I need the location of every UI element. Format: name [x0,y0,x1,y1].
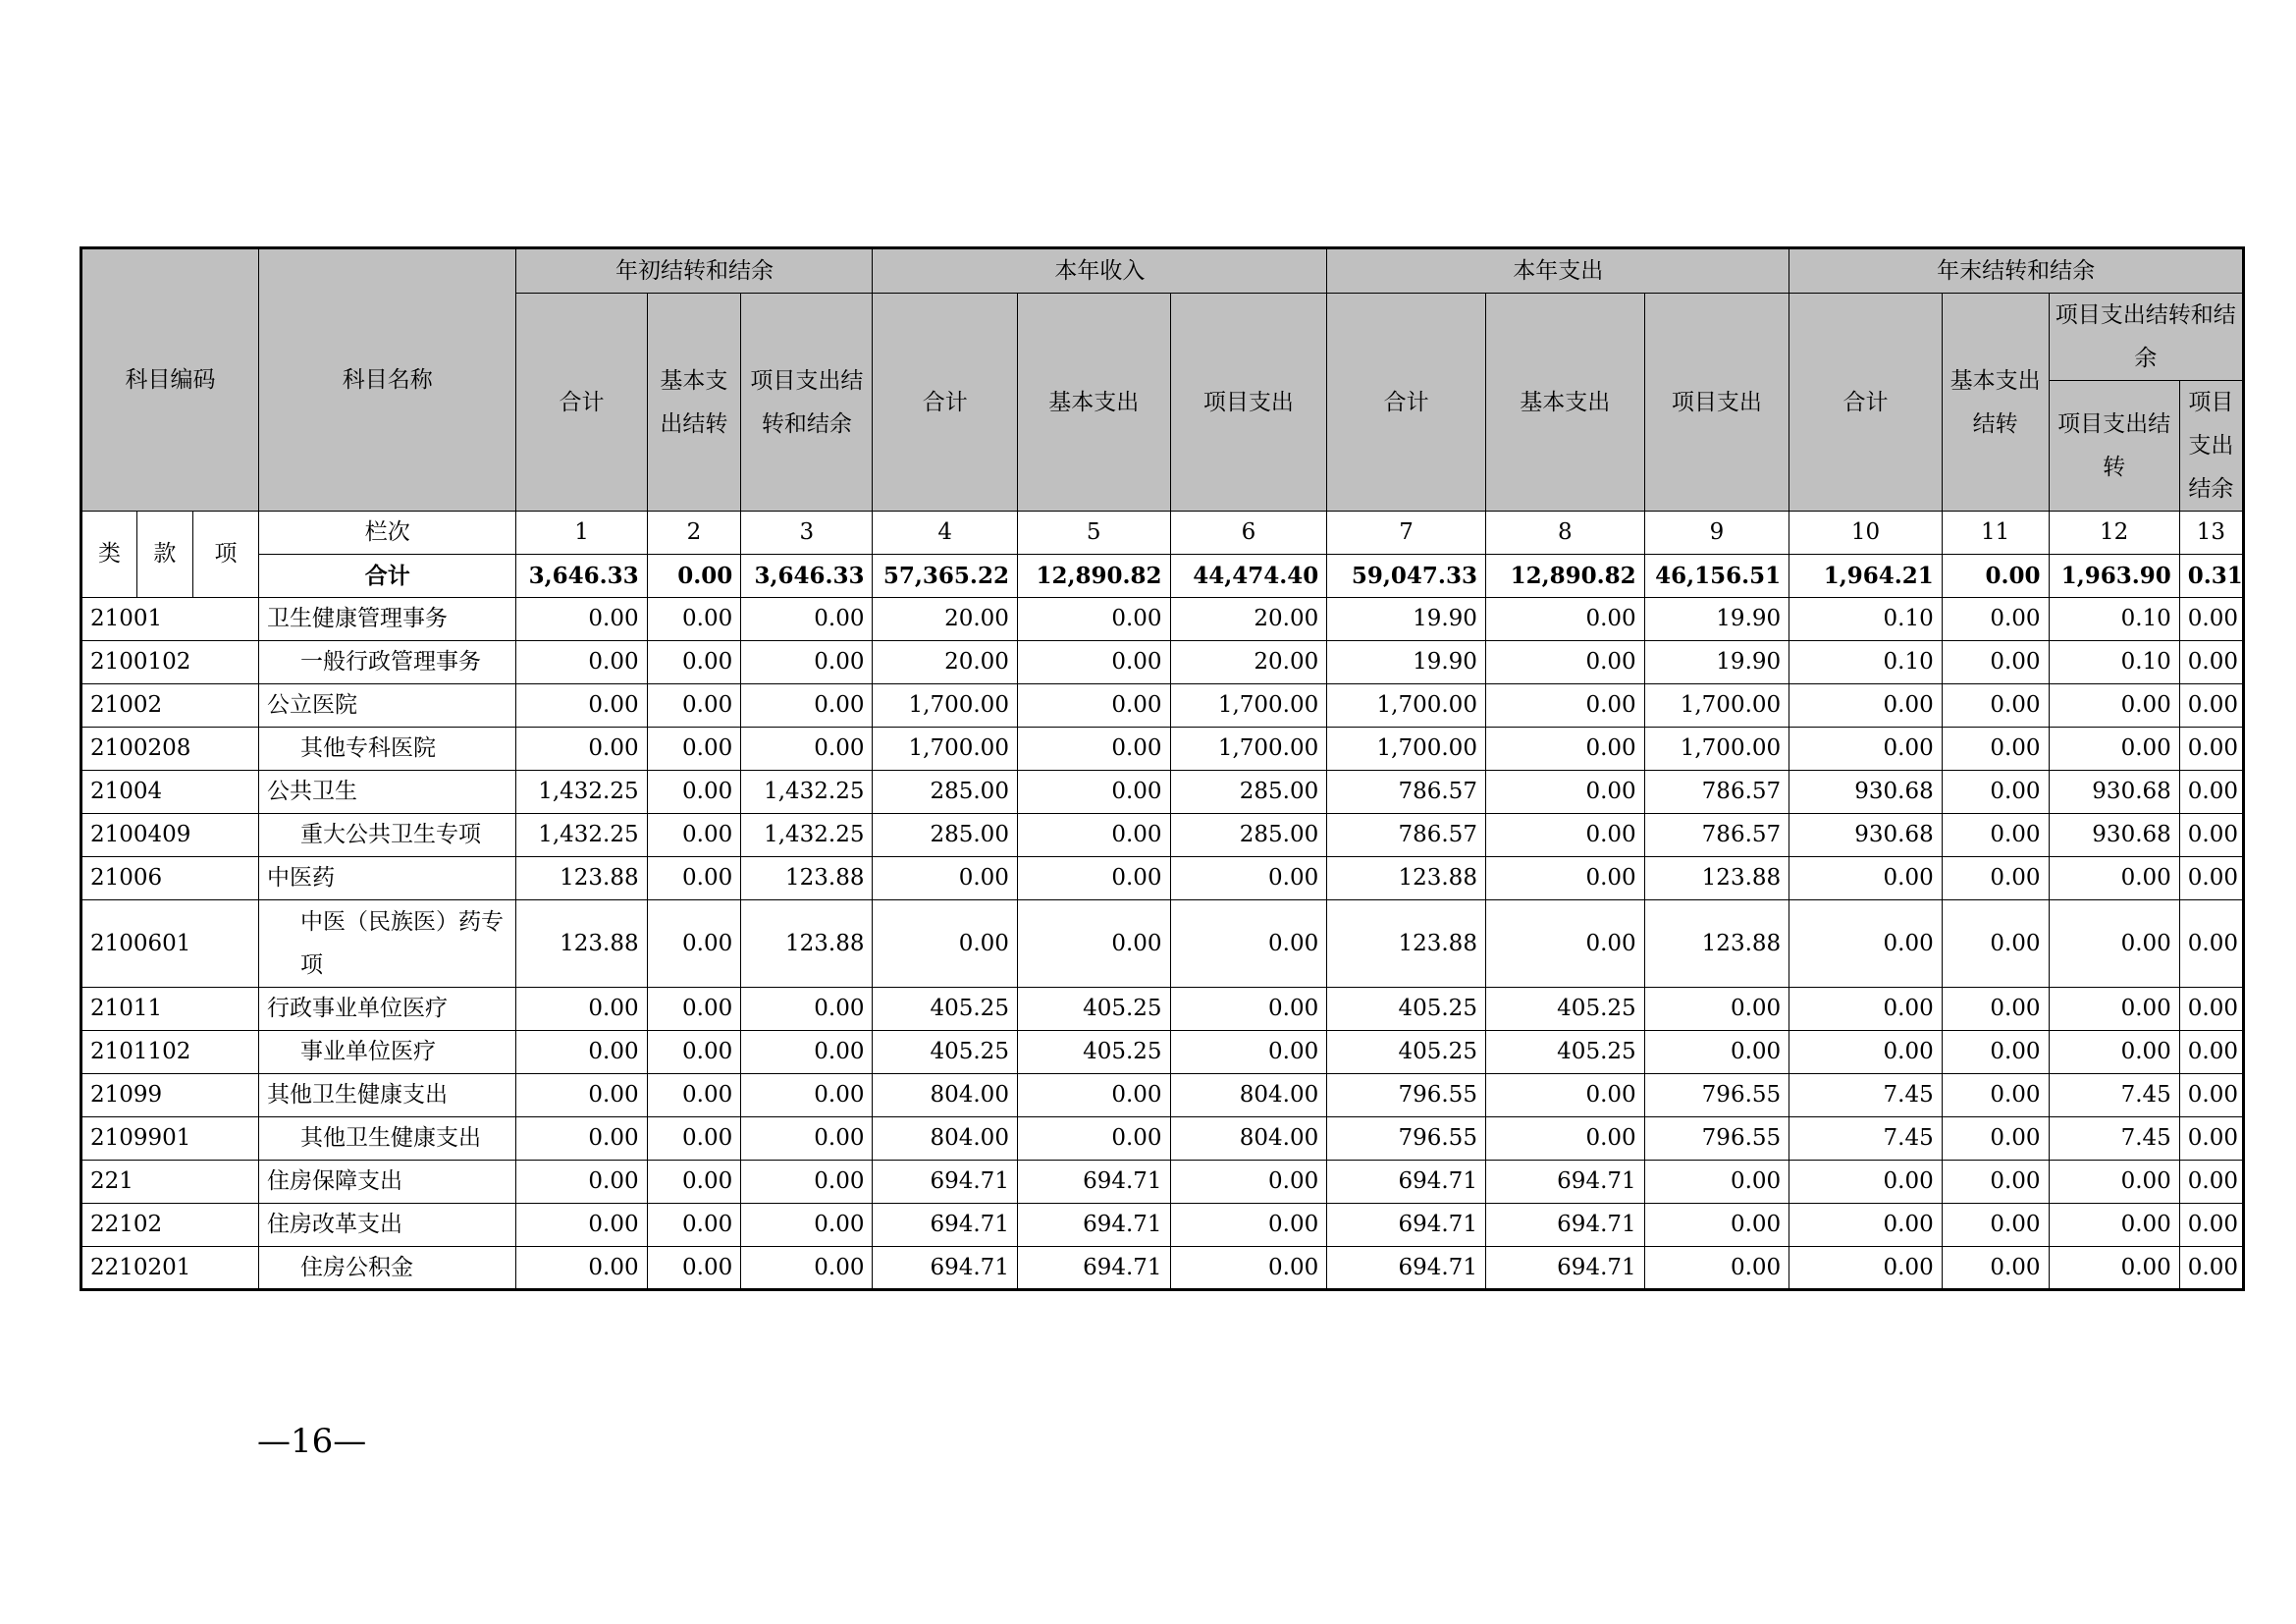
row-value: 1,432.25 [516,771,647,814]
row-value: 0.00 [647,900,741,988]
total-value: 0.31 [2179,555,2243,598]
header-cat-lei: 类 [81,512,137,598]
row-value: 0.00 [1942,684,2049,728]
row-value: 0.00 [1644,1161,1789,1204]
row-value: 0.00 [2179,900,2243,988]
row-code: 22102 [81,1204,259,1247]
row-value: 0.00 [1017,641,1170,684]
column-index: 6 [1170,512,1327,555]
row-value: 0.00 [2179,1204,2243,1247]
header-end-project-balance: 项目支出结余 [2179,381,2243,512]
row-value: 0.00 [1170,1204,1327,1247]
row-value: 0.00 [1485,857,1644,900]
row-value: 0.00 [873,857,1017,900]
row-value: 0.00 [516,641,647,684]
row-value: 0.00 [1789,1204,1943,1247]
row-value: 0.00 [2179,598,2243,641]
row-value: 0.00 [647,1204,741,1247]
row-code: 2210201 [81,1247,259,1290]
row-value: 1,700.00 [1327,728,1486,771]
row-value: 0.00 [2179,857,2243,900]
table-row [81,988,2244,1031]
row-value: 0.00 [1485,728,1644,771]
row-value: 0.00 [1644,988,1789,1031]
row-value: 0.00 [1485,598,1644,641]
total-value: 12,890.82 [1017,555,1170,598]
header-end-project-carry: 项目支出结转 [2049,381,2179,512]
column-index: 8 [1485,512,1644,555]
row-value: 796.55 [1327,1074,1486,1117]
row-name: 住房公积金 [259,1247,516,1290]
row-value: 0.00 [741,1161,873,1204]
row-value: 0.00 [1942,641,2049,684]
header-income-total: 合计 [873,294,1017,512]
table-row [81,900,2244,988]
table-row [81,857,2244,900]
row-value: 20.00 [1170,598,1327,641]
row-value: 405.25 [1485,1031,1644,1074]
row-value: 0.00 [1170,1161,1327,1204]
row-value: 0.00 [647,814,741,857]
row-value: 0.00 [2049,857,2179,900]
total-value: 57,365.22 [873,555,1017,598]
row-value: 0.00 [647,857,741,900]
header-cat-kuan: 款 [136,512,192,598]
row-value: 694.71 [873,1247,1017,1290]
row-value: 0.00 [1170,1031,1327,1074]
row-value: 1,700.00 [1644,684,1789,728]
row-value: 0.00 [647,641,741,684]
row-value: 0.00 [741,1031,873,1074]
row-value: 0.00 [741,1074,873,1117]
row-value: 19.90 [1327,598,1486,641]
row-value: 0.00 [1170,988,1327,1031]
row-name: 中医药 [259,857,516,900]
row-value: 796.55 [1327,1117,1486,1161]
row-value: 0.00 [1017,857,1170,900]
row-value: 0.00 [741,641,873,684]
row-value: 0.00 [1017,728,1170,771]
row-value: 405.25 [873,1031,1017,1074]
row-value: 0.00 [516,1117,647,1161]
row-name: 一般行政管理事务 [259,641,516,684]
column-index: 7 [1327,512,1486,555]
row-value: 694.71 [1327,1247,1486,1290]
row-value: 0.00 [647,1247,741,1290]
row-value: 0.00 [2179,1117,2243,1161]
header-cat-xiang: 项 [192,512,258,598]
row-value: 123.88 [1644,857,1789,900]
row-value: 0.00 [1942,771,2049,814]
row-code: 2100601 [81,900,259,988]
row-value: 0.00 [516,1074,647,1117]
row-value: 0.00 [647,1074,741,1117]
table-row [81,1074,2244,1117]
row-value: 0.00 [2179,1161,2243,1204]
row-value: 796.55 [1644,1117,1789,1161]
row-value: 0.00 [2179,1031,2243,1074]
header-begin-basic-carry: 基本支出结转 [647,294,741,512]
row-value: 786.57 [1644,771,1789,814]
page-number: —16— [257,1422,367,1461]
table-row [81,1247,2244,1290]
row-value: 0.00 [1789,684,1943,728]
header-group-expense: 本年支出 [1327,248,1789,294]
row-value: 1,700.00 [1170,728,1327,771]
row-value: 405.25 [1327,988,1486,1031]
total-value: 59,047.33 [1327,555,1486,598]
row-value: 0.00 [516,1031,647,1074]
row-value: 1,432.25 [741,814,873,857]
row-value: 285.00 [873,771,1017,814]
row-value: 0.00 [2049,1031,2179,1074]
row-value: 0.00 [647,684,741,728]
row-value: 0.00 [516,1161,647,1204]
row-value: 19.90 [1644,641,1789,684]
row-value: 0.00 [1017,900,1170,988]
row-value: 0.00 [1789,728,1943,771]
column-index: 10 [1789,512,1943,555]
row-code: 2100102 [81,641,259,684]
row-value: 123.88 [516,857,647,900]
header-end-project-carry-balance: 项目支出结转和结余 [2049,294,2243,381]
row-value: 694.71 [1485,1204,1644,1247]
header-begin-total: 合计 [516,294,647,512]
row-value: 1,700.00 [1327,684,1486,728]
total-label: 合计 [259,555,516,598]
row-value: 930.68 [2049,771,2179,814]
row-value: 0.00 [1789,857,1943,900]
row-value: 804.00 [1170,1117,1327,1161]
header-group-begin: 年初结转和结余 [516,248,873,294]
table-row [81,1031,2244,1074]
row-value: 786.57 [1644,814,1789,857]
row-value: 0.00 [2179,814,2243,857]
row-value: 405.25 [1017,1031,1170,1074]
total-value: 12,890.82 [1485,555,1644,598]
header-end-basic-carry: 基本支出结转 [1942,294,2049,512]
row-value: 694.71 [1017,1247,1170,1290]
row-value: 0.00 [873,900,1017,988]
row-value: 0.00 [1644,1031,1789,1074]
row-value: 0.00 [2049,1161,2179,1204]
row-value: 804.00 [873,1117,1017,1161]
row-name: 行政事业单位医疗 [259,988,516,1031]
row-value: 405.25 [1485,988,1644,1031]
row-value: 0.00 [741,1204,873,1247]
row-code: 21004 [81,771,259,814]
row-value: 0.00 [1942,988,2049,1031]
table-row [81,684,2244,728]
row-code: 2109901 [81,1117,259,1161]
row-value: 7.45 [2049,1074,2179,1117]
row-value: 0.00 [1170,857,1327,900]
row-value: 405.25 [1327,1031,1486,1074]
header-expense-basic: 基本支出 [1485,294,1644,512]
row-value: 0.00 [1942,598,2049,641]
row-value: 930.68 [1789,814,1943,857]
column-index: 4 [873,512,1017,555]
row-name: 其他专科医院 [259,728,516,771]
row-value: 0.00 [647,728,741,771]
total-value: 44,474.40 [1170,555,1327,598]
row-name: 公共卫生 [259,771,516,814]
row-name: 事业单位医疗 [259,1031,516,1074]
total-value: 1,964.21 [1789,555,1943,598]
total-value: 1,963.90 [2049,555,2179,598]
row-name: 卫生健康管理事务 [259,598,516,641]
column-index-label: 栏次 [259,512,516,555]
row-value: 0.00 [741,1117,873,1161]
row-value: 0.00 [1485,771,1644,814]
row-value: 0.00 [1017,684,1170,728]
row-value: 0.00 [516,1247,647,1290]
row-value: 19.90 [1327,641,1486,684]
column-index-row [81,512,2244,555]
row-value: 0.00 [647,771,741,814]
row-value: 123.88 [516,900,647,988]
row-code: 21001 [81,598,259,641]
row-value: 123.88 [741,900,873,988]
total-value: 3,646.33 [516,555,647,598]
row-value: 804.00 [1170,1074,1327,1117]
row-value: 0.00 [1942,1117,2049,1161]
row-value: 0.00 [647,1031,741,1074]
row-value: 0.00 [1942,1074,2049,1117]
row-value: 0.00 [647,1161,741,1204]
row-value: 0.00 [741,728,873,771]
row-value: 0.00 [647,598,741,641]
row-code: 2101102 [81,1031,259,1074]
row-value: 1,700.00 [1170,684,1327,728]
row-value: 405.25 [1017,988,1170,1031]
row-name: 住房保障支出 [259,1161,516,1204]
row-value: 0.00 [1485,814,1644,857]
row-value: 1,700.00 [873,728,1017,771]
column-index: 11 [1942,512,2049,555]
table-row [81,1117,2244,1161]
row-value: 0.00 [516,728,647,771]
row-value: 0.00 [2179,641,2243,684]
row-code: 21099 [81,1074,259,1117]
row-value: 0.00 [1789,1031,1943,1074]
header-income-basic: 基本支出 [1017,294,1170,512]
row-value: 19.90 [1644,598,1789,641]
row-value: 285.00 [873,814,1017,857]
budget-table [80,246,2245,1291]
data-rows [81,598,2244,1290]
row-value: 786.57 [1327,771,1486,814]
column-index: 9 [1644,512,1789,555]
total-value: 0.00 [647,555,741,598]
row-value: 0.00 [516,988,647,1031]
row-value: 0.00 [741,598,873,641]
table-row [81,814,2244,857]
row-value: 1,432.25 [741,771,873,814]
header-expense-project: 项目支出 [1644,294,1789,512]
header-end-total: 合计 [1789,294,1943,512]
row-value: 0.00 [741,1247,873,1290]
row-value: 0.00 [1485,1074,1644,1117]
row-value: 0.00 [647,1117,741,1161]
row-value: 0.00 [2049,684,2179,728]
row-value: 7.45 [1789,1117,1943,1161]
row-name: 重大公共卫生专项 [259,814,516,857]
row-code: 221 [81,1161,259,1204]
row-value: 285.00 [1170,814,1327,857]
row-code: 21006 [81,857,259,900]
row-value: 20.00 [873,641,1017,684]
row-value: 0.00 [1942,1204,2049,1247]
row-value: 930.68 [1789,771,1943,814]
row-value: 0.00 [1644,1247,1789,1290]
row-value: 1,700.00 [873,684,1017,728]
row-value: 0.00 [2179,684,2243,728]
row-value: 930.68 [2049,814,2179,857]
total-value: 3,646.33 [741,555,873,598]
row-value: 1,700.00 [1644,728,1789,771]
row-value: 694.71 [873,1161,1017,1204]
row-value: 0.10 [2049,598,2179,641]
row-value: 0.00 [1485,1117,1644,1161]
row-value: 0.00 [516,1204,647,1247]
column-index: 5 [1017,512,1170,555]
row-name: 其他卫生健康支出 [259,1074,516,1117]
row-value: 0.00 [1942,814,2049,857]
table-row [81,598,2244,641]
header-group-income: 本年收入 [873,248,1327,294]
row-value: 804.00 [873,1074,1017,1117]
row-value: 0.00 [1942,1247,2049,1290]
header-code: 科目编码 [81,248,259,512]
row-value: 0.00 [2179,771,2243,814]
row-value: 0.00 [1485,900,1644,988]
row-value: 0.00 [1789,1247,1943,1290]
row-value: 285.00 [1170,771,1327,814]
row-value: 694.71 [1485,1247,1644,1290]
row-value: 0.00 [2049,900,2179,988]
row-value: 0.00 [1942,1161,2049,1204]
row-value: 0.00 [2049,988,2179,1031]
row-value: 0.00 [1017,771,1170,814]
row-name: 其他卫生健康支出 [259,1117,516,1161]
row-value: 0.10 [1789,598,1943,641]
row-value: 0.00 [741,684,873,728]
total-value: 46,156.51 [1644,555,1789,598]
header-expense-total: 合计 [1327,294,1486,512]
row-value: 796.55 [1644,1074,1789,1117]
row-value: 0.00 [741,988,873,1031]
table-row [81,771,2244,814]
row-value: 694.71 [1017,1204,1170,1247]
row-value: 0.00 [2049,1204,2179,1247]
row-value: 123.88 [1327,857,1486,900]
row-value: 20.00 [1170,641,1327,684]
row-value: 0.00 [1017,814,1170,857]
column-index: 1 [516,512,647,555]
column-index: 13 [2179,512,2243,555]
header-income-project: 项目支出 [1170,294,1327,512]
row-value: 694.71 [1327,1204,1486,1247]
row-value: 20.00 [873,598,1017,641]
header-group-end: 年末结转和结余 [1789,248,2244,294]
row-value: 0.00 [2179,1074,2243,1117]
row-code: 21011 [81,988,259,1031]
row-value: 694.71 [1327,1161,1486,1204]
column-index: 2 [647,512,741,555]
row-value: 0.00 [1789,900,1943,988]
row-value: 0.00 [2049,728,2179,771]
row-value: 405.25 [873,988,1017,1031]
total-row [81,555,2244,598]
row-value: 0.00 [1485,641,1644,684]
row-code: 2100409 [81,814,259,857]
column-index: 3 [741,512,873,555]
row-value: 123.88 [1327,900,1486,988]
row-value: 0.00 [2049,1247,2179,1290]
row-value: 0.00 [1170,1247,1327,1290]
row-value: 0.00 [1789,988,1943,1031]
row-value: 0.00 [1942,900,2049,988]
table-row [81,1161,2244,1204]
row-value: 694.71 [873,1204,1017,1247]
row-value: 0.00 [1017,1117,1170,1161]
row-value: 0.00 [2179,1247,2243,1290]
row-value: 0.00 [647,988,741,1031]
total-value: 0.00 [1942,555,2049,598]
row-value: 123.88 [741,857,873,900]
table-row [81,1204,2244,1247]
row-value: 0.10 [2049,641,2179,684]
row-value: 0.00 [1942,728,2049,771]
row-value: 0.00 [1485,684,1644,728]
row-code: 21002 [81,684,259,728]
row-name: 公立医院 [259,684,516,728]
table-row [81,728,2244,771]
row-value: 7.45 [2049,1117,2179,1161]
row-value: 1,432.25 [516,814,647,857]
row-value: 0.00 [1017,1074,1170,1117]
row-value: 694.71 [1017,1161,1170,1204]
row-value: 0.00 [1789,1161,1943,1204]
row-value: 123.88 [1644,900,1789,988]
row-value: 0.00 [1017,598,1170,641]
row-value: 786.57 [1327,814,1486,857]
row-value: 0.00 [516,598,647,641]
row-value: 694.71 [1485,1161,1644,1204]
row-value: 0.00 [516,684,647,728]
row-value: 7.45 [1789,1074,1943,1117]
row-value: 0.00 [1942,857,2049,900]
row-code: 2100208 [81,728,259,771]
table-row [81,641,2244,684]
row-value: 0.10 [1789,641,1943,684]
row-value: 0.00 [1170,900,1327,988]
column-index: 12 [2049,512,2179,555]
row-name: 中医（民族医）药专项 [259,900,516,988]
header-begin-project-carry-balance: 项目支出结转和结余 [741,294,873,512]
row-value: 0.00 [2179,988,2243,1031]
row-value: 0.00 [1644,1204,1789,1247]
row-value: 0.00 [1942,1031,2049,1074]
row-value: 0.00 [2179,728,2243,771]
header-name: 科目名称 [259,248,516,512]
row-name: 住房改革支出 [259,1204,516,1247]
